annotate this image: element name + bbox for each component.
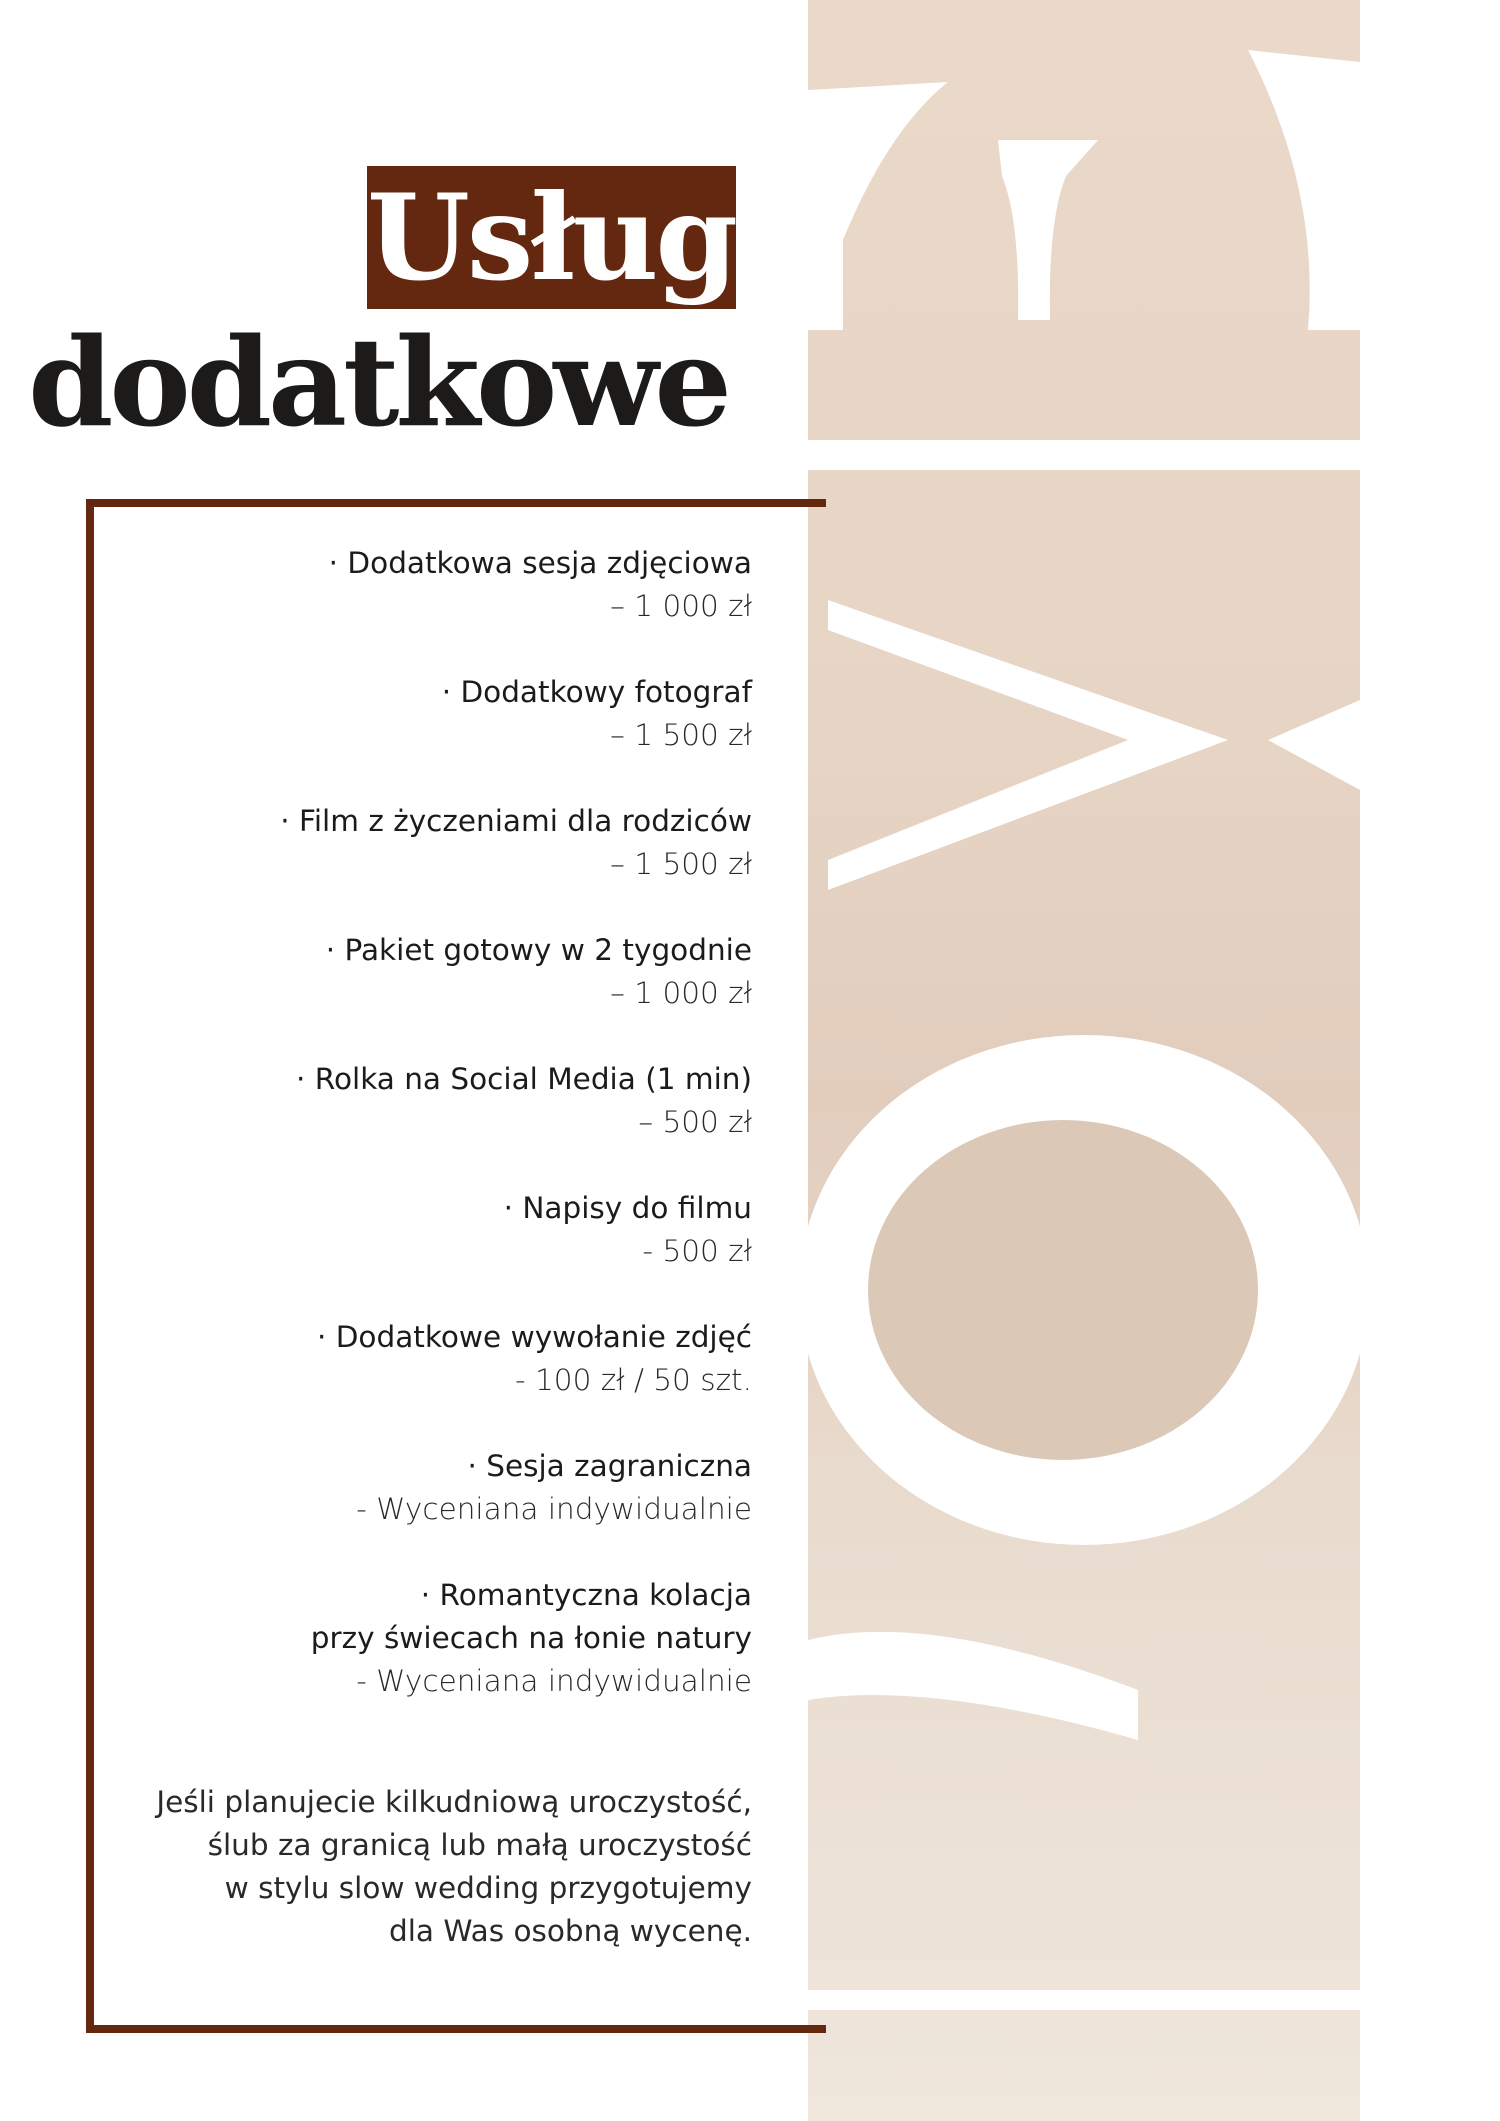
letter-l (808, 1632, 1360, 2010)
custom-quote-note (32, 1781, 752, 1953)
service-price: - 500 zł (642, 1234, 752, 1268)
service-item (112, 1574, 752, 1703)
service-price: – 1 500 zł (610, 718, 752, 752)
note-line: ślub za granicą lub małą uroczystość (207, 1828, 752, 1862)
letter-e (808, 50, 1360, 330)
note-line: w stylu slow wedding przygotujemy (224, 1871, 752, 1905)
services-list (112, 542, 752, 1746)
service-item (112, 929, 752, 1015)
service-name-continued: przy świecach na łonie natury (310, 1621, 752, 1655)
service-item (112, 542, 752, 628)
service-item (112, 1058, 752, 1144)
service-item (112, 671, 752, 757)
service-item (112, 1187, 752, 1273)
service-name: · Rolka na Social Media (1 min) (296, 1062, 752, 1096)
service-name: · Sesja zagraniczna (467, 1449, 752, 1483)
service-name: · Pakiet gotowy w 2 tygodnie (325, 933, 752, 967)
page-title-line-2: dodatkowe (28, 310, 728, 454)
service-name: · Napisy do filmu (503, 1191, 752, 1225)
service-item (112, 1445, 752, 1531)
service-item (112, 800, 752, 886)
service-name: · Romantyczna kolacja (420, 1578, 752, 1612)
service-name: · Dodatkowe wywołanie zdjęć (316, 1320, 752, 1354)
service-price: – 500 zł (638, 1105, 752, 1139)
love-lettering (808, 0, 1360, 2121)
service-name: · Dodatkowa sesja zdjęciowa (328, 546, 752, 580)
service-name: · Film z życzeniami dla rodziców (280, 804, 752, 838)
service-price: – 1 500 zł (610, 847, 752, 881)
letter-o (808, 1035, 1360, 1545)
note-line: Jeśli planujecie kilkudniową uroczystość, (156, 1785, 752, 1819)
service-item (112, 1316, 752, 1402)
letter-v (808, 440, 1360, 890)
service-price: - Wyceniana indywidualnie (356, 1492, 752, 1526)
service-price: – 1 000 zł (610, 976, 752, 1010)
page-title-line-1: Usługi (367, 168, 777, 307)
service-name: · Dodatkowy fotograf (441, 675, 752, 709)
service-price: - Wyceniana indywidualnie (356, 1664, 752, 1698)
note-line: dla Was osobną wycenę. (388, 1914, 752, 1948)
service-price: – 1 000 zł (610, 589, 752, 623)
service-price: - 100 zł / 50 szt. (515, 1363, 752, 1397)
